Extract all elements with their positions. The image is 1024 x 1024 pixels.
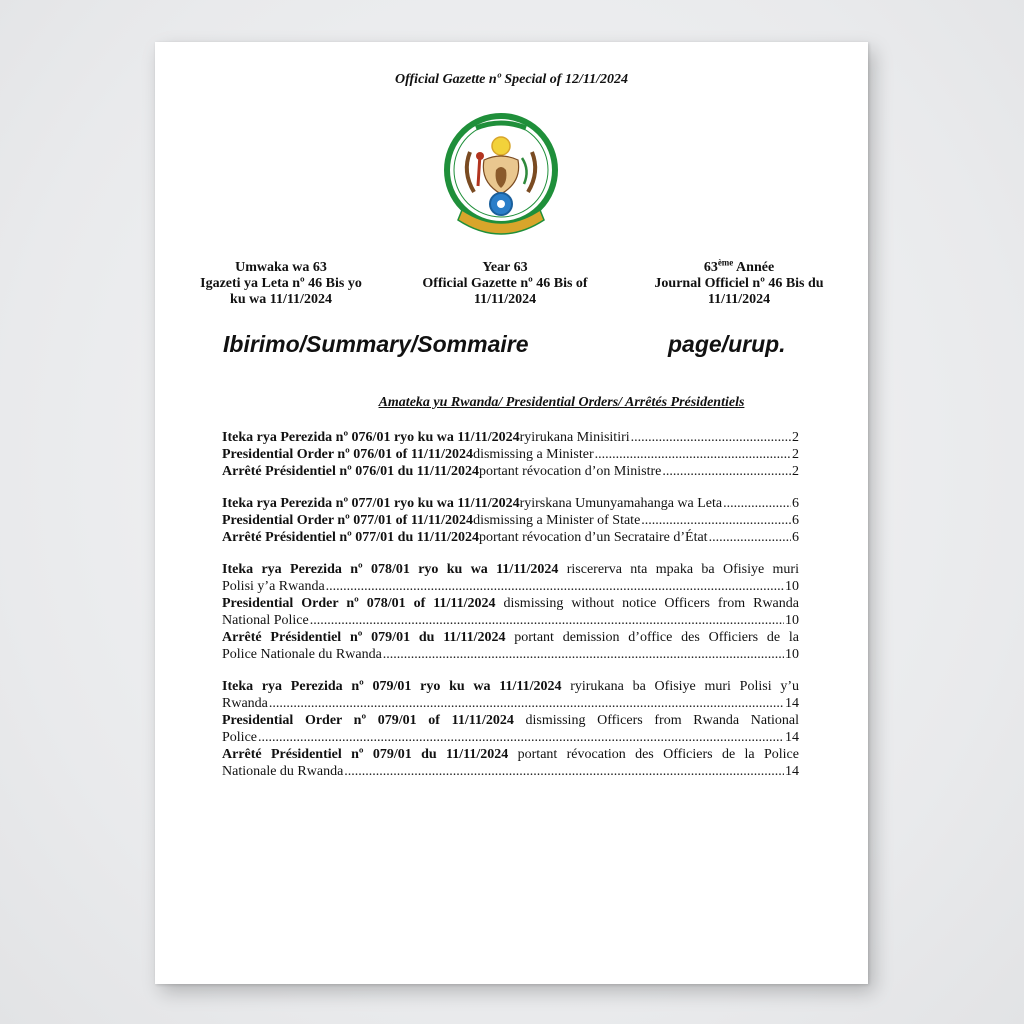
toc-page-number: 6: [792, 530, 799, 545]
toc-group-076: [222, 429, 799, 480]
year-french: 63ème Année: [703, 257, 775, 275]
toc-group-077: [222, 495, 799, 546]
toc-page-number: 2: [792, 430, 799, 445]
toc-page-number: 14: [785, 696, 799, 711]
date-french: 11/11/2024: [707, 292, 771, 307]
toc-page-number: 10: [785, 647, 799, 662]
french-header-block: [639, 257, 839, 308]
toc-entry[interactable]: Iteka rya Perezida nº 077/01 ryo ku wa 11/11/2024 ryirskana Umunyamahanga wa Leta ..... 6: [222, 495, 799, 512]
toc-entry[interactable]: Presidential Order nº 079/01 of 11/11/2024 dismissing Officers from Rwanda National Police ..... 14: [222, 712, 799, 746]
gazette-title: Official Gazette nº Special of 12/11/2024: [395, 72, 628, 87]
toc-page-number: 14: [785, 730, 799, 745]
toc-entry[interactable]: Arrêté Présidentiel nº 079/01 du 11/11/2024 portant demission d’office des Officiers de la Police Nationale du Rwanda ..... 10: [222, 629, 799, 663]
toc-page-number: 14: [785, 764, 799, 779]
toc-entry[interactable]: Arrêté Présidentiel nº 079/01 du 11/11/2024 portant révocation des Officiers de la Police Nationale du Rwanda ..... 14: [222, 746, 799, 780]
gazette-page: [155, 42, 868, 984]
toc-page-number: 2: [792, 447, 799, 462]
toc-entry[interactable]: Iteka rya Perezida nº 079/01 ryo ku wa 11/11/2024 ryirukana ba Ofisiye muri Polisi y’u Rwanda ..... 14: [222, 678, 799, 712]
toc-group-079: [222, 678, 799, 780]
toc-page-number: 10: [785, 613, 799, 628]
rwanda-coat-of-arms-icon: [440, 112, 562, 244]
toc-entry[interactable]: Arrêté Présidentiel nº 077/01 du 11/11/2024 portant révocation d’un Secrataire d’État ..... 6: [222, 529, 799, 546]
english-header-block: [405, 260, 605, 308]
kinyarwanda-header-block: [181, 260, 381, 308]
toc-entry[interactable]: Arrêté Présidentiel nº 076/01 du 11/11/2024 portant révocation d’on Ministre ..... 2: [222, 463, 799, 480]
toc-entry[interactable]: Iteka rya Perezida nº 078/01 ryo ku wa 11/11/2024 riscererva nta mpaka ba Ofisiye muri Polisi y’a Rwanda ..... 10: [222, 561, 799, 595]
toc-group-078: [222, 561, 799, 663]
toc-page-number: 6: [792, 513, 799, 528]
date-kinyarwanda: ku wa 11/11/2024: [230, 292, 332, 307]
toc-entry[interactable]: Presidential Order nº 076/01 of 11/11/2024 dismissing a Minister ..... 2: [222, 446, 799, 463]
year-english: Year 63: [482, 260, 528, 275]
toc-page-number: 2: [792, 464, 799, 479]
gazette-number-english: Official Gazette nº 46 Bis of: [422, 276, 588, 291]
page-column-label: page/urup.: [668, 331, 786, 357]
toc-page-number: 6: [792, 496, 799, 511]
toc-page-number: 10: [785, 579, 799, 594]
toc-entry[interactable]: Iteka rya Perezida nº 076/01 ryo ku wa 11/11/2024 ryirukana Minisitiri ..... 2: [222, 429, 799, 446]
table-of-contents: [222, 429, 799, 795]
section-heading: Amateka yu Rwanda/ Presidential Orders/ Arrêtés Présidentiels: [378, 395, 745, 410]
date-english: 11/11/2024: [473, 292, 537, 307]
toc-entry[interactable]: Presidential Order nº 078/01 of 11/11/2024 dismissing without notice Officers from Rwanda National Police ..... 10: [222, 595, 799, 629]
gazette-number-kinyarwanda: Igazeti ya Leta nº 46 Bis yo: [200, 276, 362, 291]
summary-title: Ibirimo/Summary/Sommaire: [223, 331, 529, 357]
gazette-number-french: Journal Officiel nº 46 Bis du: [654, 276, 824, 291]
year-kinyarwanda: Umwaka wa 63: [235, 260, 327, 275]
toc-entry[interactable]: Presidential Order nº 077/01 of 11/11/2024 dismissing a Minister of State ..... 6: [222, 512, 799, 529]
